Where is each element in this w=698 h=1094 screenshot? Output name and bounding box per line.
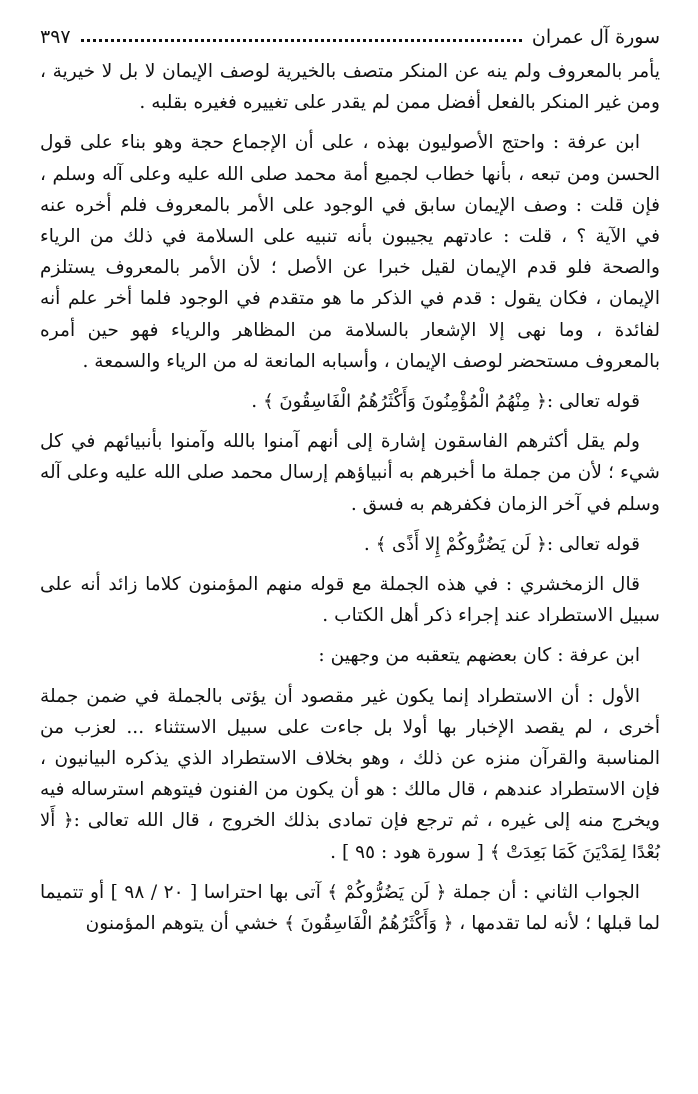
quran-quote: ﴿ مِنْهُمُ الْمُؤْمِنُونَ وَأَكْثَرُهُمُ الْفَاسِقُونَ ﴾	[263, 391, 547, 413]
paragraph	[40, 529, 660, 560]
paragraph	[40, 127, 660, 377]
paragraph	[40, 386, 660, 417]
paragraph	[40, 426, 660, 520]
paragraph-text: ابن عرفة : واحتج الأصوليون بهذه ، على أن الإجماع حجة وهو بناء على قول الحسن ومن تبعه ، بأنها خطاب لجميع أمة محمد صلى الله عليه وعلى آله وسلم ، فإن قلت : وصف الإيمان سابق في الوجود على الأمر بالمعروف فلم أخره عنه في الآية ؟ ، قلت : عادتهم يجيبون بأنه تنبيه على السلامة في ذلك من الرياء والصحة فلو قدم الإيمان لقيل خبرا عن الأصل ؛ لأن الأمر بالمعروف يستلزم الإيمان ، فكان يقول : قدم في الذكر ما هو متقدم في الوجود فلما أخر علم أنه لفائدة ، وما نهى إلا الإشعار بالسلامة من المظاهر والرياء فهو حين أمره بالمعروف مستحضر لوصف الإيمان ، وأسبابه المانعة له من الرياء والسمعة .	[40, 132, 660, 372]
quran-quote: ﴿ وَأَكْثَرُهُمُ الْفَاسِقُونَ ﴾	[284, 913, 454, 935]
paragraph	[40, 56, 660, 118]
paragraph-text: .	[251, 391, 264, 413]
paragraph-text: خشي أن يتوهم المؤمنون	[85, 913, 285, 935]
quran-quote: ﴿ لَن يَضُرُّوكُمْ ﴾	[327, 881, 447, 903]
paragraph-text: .	[363, 533, 376, 555]
paragraph	[40, 569, 660, 631]
paragraph-text: قال الزمخشري : في هذه الجملة مع قوله منهم المؤمنون كلاما زائد أنه على سبيل الاستطراد عند إجراء ذكر أهل الكتاب .	[40, 574, 660, 627]
paragraph-text: الأول : أن الاستطراد إنما يكون غير مقصود أن يؤتى بالجملة في ضمن جملة أخرى ، لم يقصد الإخبار بها أولا بل جاءت على سبيل الاستثناء ... لعزب من المناسبة والقرآن منزه عن ذلك ، وهو بخلاف الاستطراد الذي يذكره البيانيون ، فإن الاستطراد عندهم ، قال مالك : هو أن يكون من الفنون فيتوهم استرساله فيه ويخرج منه إلى غيره ، ثم ترجع فإن تمادى بذلك الخروج ، قال الله تعالى :	[40, 685, 660, 832]
paragraph	[40, 877, 660, 939]
surah-title: سورة آل عمران	[531, 26, 660, 48]
header-dotted-rule	[81, 39, 522, 42]
quran-quote: ﴿ لَن يَضُرُّوكُمْ إِلا أَذًى ﴾	[375, 533, 547, 555]
paragraph	[40, 640, 660, 671]
paragraph	[40, 681, 660, 868]
paragraph-text: يأمر بالمعروف ولم ينه عن المنكر متصف بالخيرية لوصف الإيمان لا بل لا خيرية ، ومن غير المنكر بالفعل أفضل ممن لم يقدر على تغييره فغيره بقلبه .	[40, 61, 660, 114]
page	[40, 22, 660, 1084]
paragraph-text: الجواب الثاني : أن جملة	[446, 881, 640, 903]
paragraph-text: ولم يقل أكثرهم الفاسقون إشارة إلى أنهم آمنوا بالله وآمنوا بأنبيائهم في كل شيء ؛ لأن من جملة ما أخبرهم به أنبياؤهم إرسال محمد صلى الله عليه وعلى آله وسلم في آخر الزمان فكفرهم به فسق .	[40, 431, 660, 515]
paragraph-text: قوله تعالى :	[546, 533, 640, 555]
page-header	[40, 22, 660, 48]
page-number: ٣٩٧	[40, 26, 71, 48]
paragraph-text: [ سورة هود : ٩٥ ] .	[330, 841, 490, 863]
paragraph-text: آتى بها احتراسا [ ٢٠ / ٩٨ ] أو تتميما لما قبلها ؛ لأنه لما تقدمها ،	[40, 881, 660, 935]
paragraph-text: ابن عرفة : كان بعضهم يتعقبه من وجهين :	[318, 645, 640, 667]
quran-quote: ﴿ أَلا بُعْدًا لِمَدْيَنَ كَمَا بَعِدَتْ ﴾	[40, 810, 660, 863]
page-body	[40, 56, 660, 939]
paragraph-text: قوله تعالى :	[546, 391, 640, 413]
